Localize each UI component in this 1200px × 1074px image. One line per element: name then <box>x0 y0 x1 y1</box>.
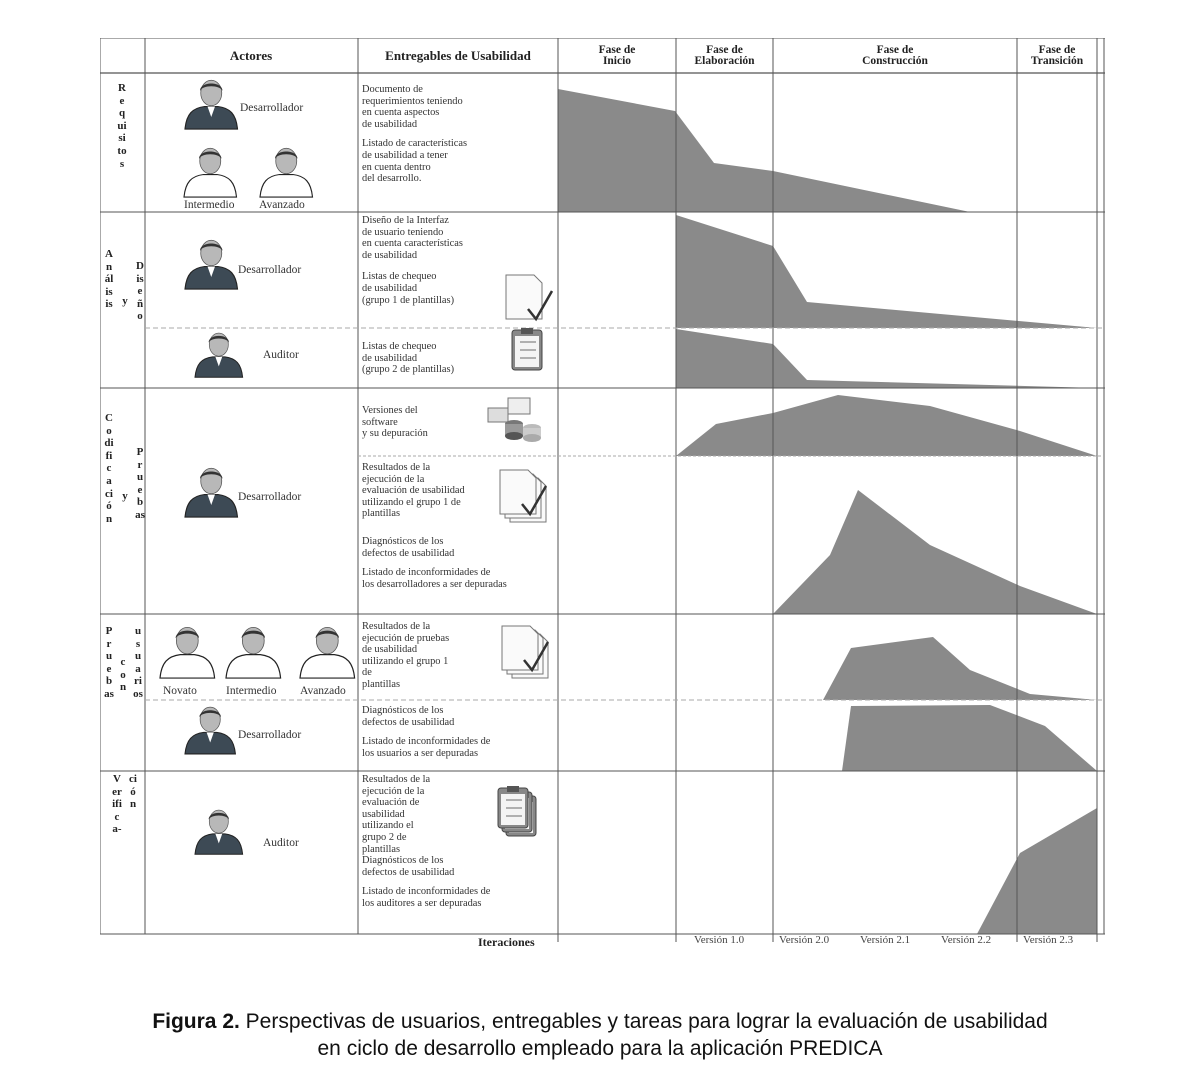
section-con: con <box>119 656 127 694</box>
developer-icon-dis <box>185 240 238 289</box>
deliverables-pruebas-a: Resultados de la ejecución de pruebas de usabilidad utilizando el grupo 1 de plantillas <box>362 621 450 690</box>
deliverables-codificacion-b: Resultados de la ejecución de la evaluación de usabilidad utilizando el grupo 1 de plantillas Diagnósticos de los defectos de usabilidad Listado de inconformidades de los desarrolladores a ser depuradas <box>362 462 507 590</box>
actor-desarrollador-dis: Desarrollador <box>238 264 302 276</box>
header-fase-transicion: Fase de Transición <box>1030 44 1084 67</box>
actor-intermedio-pru: Intermedio <box>226 685 277 697</box>
version-1-0: Versión 1.0 <box>694 934 745 946</box>
effort-areas <box>558 89 1097 934</box>
auditor-icon-ver <box>195 810 243 854</box>
iteraciones-label: Iteraciones <box>478 935 535 949</box>
actor-avanzado-req: Avanzado <box>259 199 305 211</box>
deliverables-codificacion-a: Versiones del software y su depuración <box>362 405 428 440</box>
section-codif-y: y <box>122 490 128 502</box>
section-diseno: Diseño <box>136 260 144 323</box>
deliverables-requisitos: Documento de requerimientos teniendo en cuenta aspectos de usabilidad Listado de características de usabilidad a tener en cuenta dentro del desarrollo. <box>362 84 468 185</box>
actor-auditor-dis: Auditor <box>263 349 299 361</box>
actor-desarrollador-cod: Desarrollador <box>238 491 302 503</box>
area-verificacion <box>977 808 1097 934</box>
area-codificacion-b <box>773 490 1097 614</box>
actor-desarrollador-pru: Desarrollador <box>238 729 302 741</box>
software-stack-icon <box>488 398 541 442</box>
header-fase-construccion: Fase de Construcción <box>862 44 928 67</box>
section-verifica: Verifica- <box>112 773 122 836</box>
developer-icon-pru <box>185 707 235 754</box>
section-cion: ción <box>129 773 137 811</box>
area-codificacion-a <box>676 395 1097 456</box>
developer-icon-req <box>185 80 238 129</box>
section-requisitos: Requisitos <box>117 82 127 170</box>
actor-auditor-ver: Auditor <box>263 837 299 849</box>
deliverables-verificacion: Resultados de la ejecución de la evaluación de usabilidad utilizando el grupo 2 de plantillas Diagnósticos de los defectos de usabilidad Listado de inconformidades de los auditores a ser depuradas <box>362 774 491 909</box>
header-actores: Actores <box>229 48 273 63</box>
caption-figure-number: Figura 2. <box>152 1010 240 1033</box>
version-2-3: Versión 2.3 <box>1023 934 1074 946</box>
actor-novato-pru: Novato <box>163 685 197 697</box>
stacked-clipboards-icon <box>498 786 536 836</box>
actor-avanzado-pru: Avanzado <box>300 685 346 697</box>
area-pruebas-a <box>823 637 1097 700</box>
area-pruebas-b <box>842 705 1097 771</box>
section-diseno-y: y <box>122 295 128 307</box>
caption-line-1: Perspectivas de usuarios, entregables y tareas para lograr la evaluación de usabilidad <box>239 1010 1048 1033</box>
section-usuarios: usuarios <box>133 625 143 700</box>
actor-desarrollador-req: Desarrollador <box>240 102 304 114</box>
section-codificacion: Codificación <box>104 412 114 525</box>
deliverables-diseno-a: Diseño de la Interfaz de usuario teniendo en cuenta características de usabilidad Listas de chequeo de usabilidad (grupo 1 de plantillas) <box>362 215 463 306</box>
caption-line-2: en ciclo de desarrollo empleado para la aplicación PREDICA <box>317 1037 883 1060</box>
header-entregables: Entregables de Usabilidad <box>385 48 531 63</box>
clipboard-icon <box>512 328 542 370</box>
section-pruebas: Pruebas <box>104 625 114 700</box>
section-pruebas-cod: Pruebas <box>135 446 145 521</box>
deliverables-pruebas-b: Diagnósticos de los defectos de usabilidad Listado de inconformidades de los usuarios a ser depuradas <box>362 705 491 759</box>
section-analisis: Análisis <box>104 248 114 311</box>
auditor-icon-dis <box>195 333 243 377</box>
area-analisis-b <box>676 329 1097 388</box>
usability-diagram <box>100 38 1105 958</box>
version-2-0: Versión 2.0 <box>779 934 830 946</box>
header-fase-inicio: Fase de Inicio <box>598 44 636 67</box>
developer-icon-cod <box>185 468 238 517</box>
stacked-docs-icon <box>500 470 546 522</box>
figure-caption <box>0 1008 1200 1062</box>
novice-user-icon-pru <box>160 627 215 678</box>
area-requisitos <box>558 89 970 212</box>
version-2-1: Versión 2.1 <box>860 934 911 946</box>
intermediate-user-icon-req <box>184 148 237 197</box>
advanced-user-icon-req <box>260 148 313 197</box>
intermediate-user-icon-pru <box>226 627 281 678</box>
deliverables-diseno-b: Listas de chequeo de usabilidad (grupo 2 de plantillas) <box>362 341 455 376</box>
advanced-user-icon-pru <box>300 627 355 678</box>
stacked-docs-icon-pru <box>502 626 548 678</box>
checklist-doc-icon <box>506 275 552 319</box>
area-analisis-a <box>676 215 1097 328</box>
version-2-2: Versión 2.2 <box>941 934 992 946</box>
header-fase-elaboracion: Fase de Elaboración <box>694 44 755 67</box>
actor-intermedio-req: Intermedio <box>184 199 235 211</box>
